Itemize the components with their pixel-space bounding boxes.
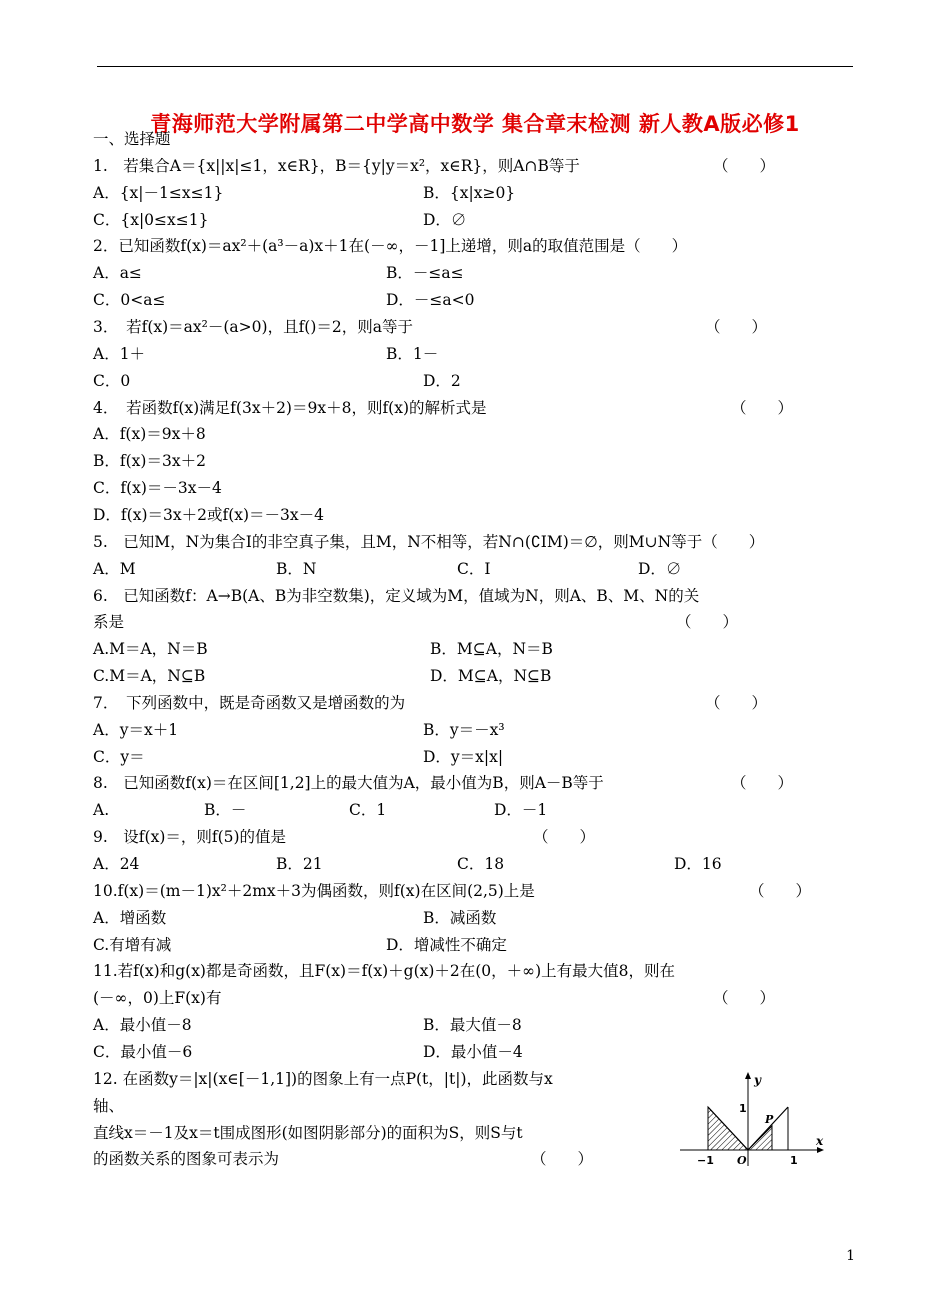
text-line: 的函数关系的图象可表示为 (93, 1150, 280, 1168)
text-line: D．∅ (638, 560, 682, 578)
origin-label: O (737, 1154, 747, 1167)
x-tick-1-label: 1 (790, 1154, 798, 1167)
point-p-label: P (765, 1113, 774, 1126)
text-line: 11.若f(x)和g(x)都是奇函数，且F(x)＝f(x)＋g(x)＋2在(0，＋∞)上有最大值8，则在 (93, 962, 675, 980)
text-line: （ ） (713, 989, 776, 1007)
text-line: 9. 设f(x)＝，则f(5)的值是 (93, 828, 287, 846)
text-line: 3． 若f(x)＝ax²－(a>0)，且f()＝2，则a等于 (93, 318, 413, 336)
y-axis-arrow (745, 1072, 751, 1079)
text-line: D．增减性不确定 (386, 936, 507, 954)
text-line: A．y＝x＋1 (93, 721, 179, 739)
text-line: 10.f(x)＝(m－1)x²＋2mx＋3为偶函数，则f(x)在区间(2,5)上是 (93, 882, 535, 900)
text-line: C．最小值－6 (93, 1043, 193, 1061)
text-line: D．16 (674, 855, 722, 873)
text-line: B．M⊆A，N＝B (430, 640, 553, 658)
text-line: D．∅ (423, 211, 467, 229)
text-line: B．{x|x≥0} (423, 184, 516, 202)
y-tick-1-label: 1 (739, 1102, 747, 1115)
text-line: A．最小值－8 (93, 1016, 192, 1034)
text-line: D．2 (423, 372, 461, 390)
text-line: （ ） (749, 882, 812, 900)
text-line: B．1－ (386, 345, 439, 363)
document-title: 青海师范大学附属第二中学高中数学 集合章末检测 新人教A版必修1 (150, 112, 800, 136)
text-line: C．I (457, 560, 491, 578)
text-line: D．最小值－4 (423, 1043, 523, 1061)
text-line: （ ） (705, 318, 768, 336)
page-number: 1 (846, 1248, 855, 1264)
text-line: D．y＝x|x| (423, 748, 504, 766)
text-line: C．18 (457, 855, 505, 873)
text-line: 6. 已知函数f：A→B(A、B为非空数集)，定义域为M，值域为N，则A、B、M、N的关 (93, 587, 700, 605)
text-line: B．－ (204, 801, 247, 819)
text-line: A．24 (93, 855, 140, 873)
text-line: A.M＝A，N＝B (93, 640, 208, 658)
x-axis-label: x (816, 1134, 824, 1148)
text-line: （ ） (676, 613, 739, 631)
text-line: 直线x＝－1及x＝t围成图形(如图阴影部分)的面积为S，则S与t (93, 1124, 523, 1142)
text-line: 4． 若函数f(x)满足f(3x＋2)＝9x＋8，则f(x)的解析式是 (93, 399, 487, 417)
text-line: C．0<a≤ (93, 291, 166, 309)
text-line: 一、选择题 (93, 130, 171, 148)
text-line: B．f(x)＝3x＋2 (93, 452, 206, 470)
text-line: （ ） (531, 1150, 594, 1168)
text-line: D．f(x)＝3x＋2或f(x)＝－3x－4 (93, 506, 325, 524)
text-line: （ ） (731, 774, 794, 792)
text-line: 7． 下列函数中，既是奇函数又是增函数的为 (93, 694, 406, 712)
text-line: B．y＝－x³ (423, 721, 505, 739)
header-rule (97, 66, 853, 67)
text-line: （ ） (533, 828, 596, 846)
text-line: A．1＋ (93, 345, 146, 363)
text-line: A．a≤ (93, 264, 142, 282)
text-line: B．最大值－8 (423, 1016, 522, 1034)
text-line: A. (93, 801, 110, 819)
text-line: 2．已知函数f(x)＝ax²＋(a³－a)x＋1在(－∞，－1]上递增，则a的取值范围是（ ） (93, 237, 688, 255)
text-line: C．{x|0≤x≤1} (93, 211, 209, 229)
text-line: 轴、 (93, 1097, 125, 1115)
y-axis-label: y (754, 1073, 761, 1087)
text-line: C.M＝A，N⊆B (93, 667, 206, 685)
text-line: B．N (276, 560, 317, 578)
text-line: 8. 已知函数f(x)＝在区间[1,2]上的最大值为A，最小值为B，则A－B等于 (93, 774, 604, 792)
text-line: D．－≤a<0 (386, 291, 475, 309)
text-line: 5. 已知M，N为集合I的非空真子集，且M，N不相等，若N∩(∁IM)＝∅，则M∪N等于（ ） (93, 533, 765, 551)
text-line: C．1 (349, 801, 387, 819)
text-line: A．M (93, 560, 136, 578)
text-line: A．{x|－1≤x≤1} (93, 184, 224, 202)
text-line: C．f(x)＝－3x－4 (93, 479, 222, 497)
text-line: C.有增有减 (93, 936, 172, 954)
text-line: A．增函数 (93, 909, 167, 927)
text-line: (－∞，0)上F(x)有 (93, 989, 222, 1007)
text-line: 系是 (93, 613, 125, 631)
text-line: B．－≤a≤ (386, 264, 464, 282)
text-line: D．M⊆A，N⊆B (430, 667, 552, 685)
text-line: B．减函数 (423, 909, 497, 927)
text-line: B．21 (276, 855, 323, 873)
text-line: A．f(x)＝9x＋8 (93, 425, 206, 443)
text-line: D．－1 (494, 801, 548, 819)
text-line: （ ） (731, 399, 794, 417)
text-line: C．y＝ (93, 748, 145, 766)
x-tick-neg1-label: −1 (697, 1154, 714, 1167)
text-line: 12. 在函数y＝|x|(x∈[－1,1])的图象上有一点P(t，|t|)，此函数与x (93, 1070, 553, 1088)
figure-area-graph (677, 1070, 827, 1168)
text-line: （ ） (705, 694, 768, 712)
text-line: C．0 (93, 372, 131, 390)
text-line: 1. 若集合A＝{x||x|≤1，x∈R}，B＝{y|y＝x²，x∈R}，则A∩B等于 (93, 157, 580, 175)
text-line: （ ） (713, 157, 776, 175)
